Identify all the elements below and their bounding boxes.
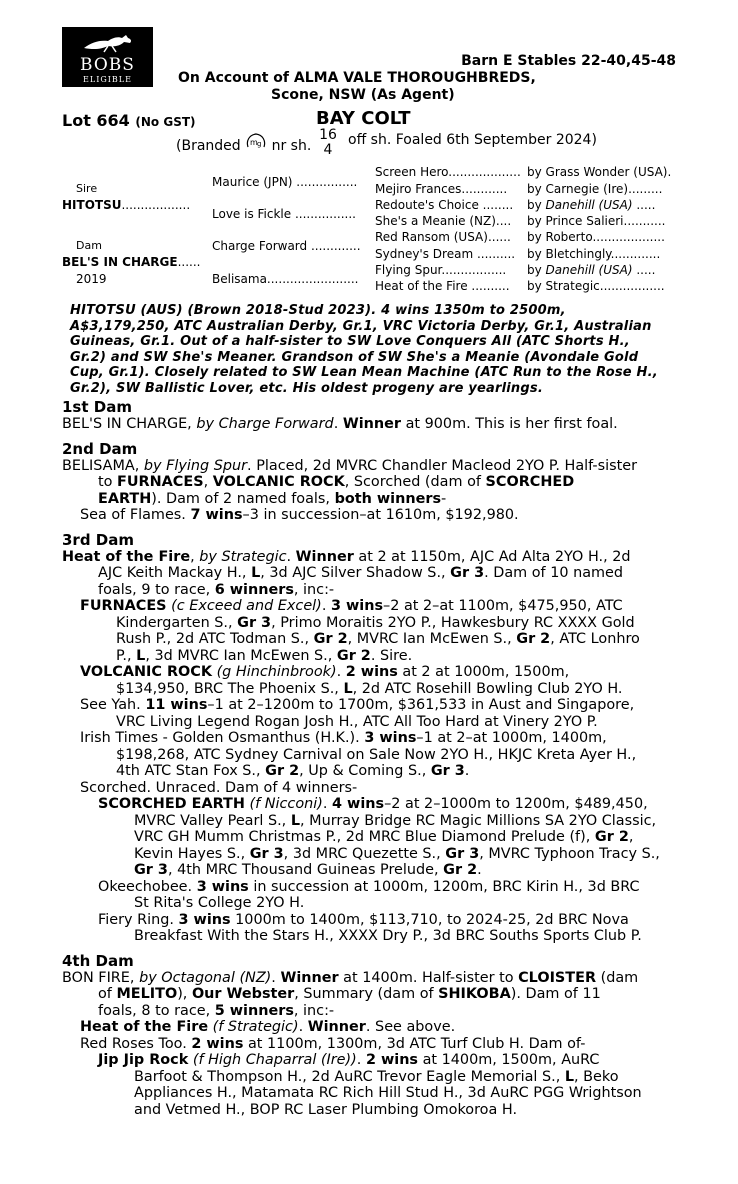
text-line: Barfoot & Thompson H., 2d AuRC Trevor Eagle Memorial S., L, Beko [134,1068,619,1085]
text-line: BEL'S IN CHARGE, by Charge Forward. Winner at 900m. This is her first foal. [62,416,618,432]
text-line: EARTH). Dam of 2 named foals, both winners- [98,490,447,507]
pedigree-gen3-1: Mejiro Frances............ [375,182,508,196]
second-dam-foal [80,507,682,524]
text-line: St Rita's College 2YO H. [134,895,305,911]
lot-number [62,111,196,130]
dam-pedigree-text [62,399,682,1118]
text-line: Okeechobee. 3 wins in succession at 1000m, 1200m, BRC Kirin H., 3d BRC [98,878,640,895]
brand-fraction [319,128,337,158]
pedigree-gen3-3: She's a Meanie (NZ).... [375,214,512,228]
dam-heading: 1st Dam [62,398,132,416]
brand-mark-icon [245,132,267,152]
sire-summary [70,303,674,396]
text-line: MVRC Valley Pearl S., L, Murray Bridge RC Magic Millions SA 2YO Classic, [134,812,657,829]
text-line: SCORCHED EARTH (f Nicconi). 4 wins–2 at 2–1000m to 1200m, $489,450, [98,796,648,812]
third-dam-text [62,549,682,599]
text-line: foals, 9 to race, 6 winners, inc:- [98,581,335,598]
logo-text: BOBS [80,55,135,75]
text-line: 4th ATC Stan Fox S., Gr 2, Up & Coming S., Gr 3. [116,763,470,779]
pedigree-gen2-2: Charge Forward ............. [212,239,361,253]
fourth-dam-text [62,970,682,1020]
text-line: BON FIRE, by Octagonal (NZ). Winner at 1400m. Half-sister to CLOISTER (dam [62,969,639,986]
pedigree-gen3-5: Sydney's Dream .......... [375,247,516,261]
second-dam-text [62,458,682,508]
sire-summary-line: A$3,179,250, ATC Australian Derby, Gr.1, VRC Victoria Derby, Gr.1, Australian [70,318,652,334]
pedigree-gen4-1: by Carnegie (Ire)......... [527,182,663,196]
first-dam-text [62,416,682,433]
text-line: Heat of the Fire (f Strategic). Winner. See above. [80,1019,456,1035]
grandfoal-scorched-earth [98,796,682,879]
gst-note: (No GST) [135,115,196,129]
vendor-location: Scone, NSW (As Agent) [271,87,455,103]
sire-summary-line: HITOTSU (AUS) (Brown 2018-Stud 2023). 4 wins 1350m to 2500m, [70,303,566,318]
barn-stables: Barn E Stables 22-40,45-48 [461,53,676,69]
sire-summary-line: Gr.2) and SW She's Meaner. Grandson of SW She's a Meanie (Avondale Gold [70,349,639,365]
pedigree-gen4-0: by Grass Wonder (USA). [527,165,672,179]
pedigree-gen3-2: Redoute's Choice ........ [375,198,514,212]
pedigree-gen4-6: by Danehill (USA) ..... [527,263,656,277]
text-line: Rush P., 2d ATC Todman S., Gr 2, MVRC Ian McEwen S., Gr 2, ATC Lonhro [116,631,640,647]
foal-furnaces [80,598,682,664]
svg-text:g: g [257,140,262,148]
vendor-account: On Account of ALMA VALE THOROUGHBREDS, [178,70,536,86]
pedigree-gen2-1: Love is Fickle ................ [212,207,356,221]
pedigree-gen2-0: Maurice (JPN) ................ [212,175,358,189]
text-line: $198,268, ATC Sydney Carnival on Sale Now 2YO H., HKJC Kreta Ayer H., [116,746,637,763]
brand-num-top: 16 [319,127,337,143]
lot-sex: BAY COLT [316,108,411,129]
bobs-eligible-logo [62,27,153,87]
horse-icon [82,32,134,54]
pedigree-gen3-4: Red Ransom (USA)...... [375,230,511,244]
text-line: $134,950, BRC The Phoenix S., L, 2d ATC Rosehill Bowling Club 2YO H. [116,680,623,697]
foal-irish-times [80,730,682,780]
brand-num-bottom: 4 [323,142,333,158]
pedigree-gen2-3: Belisama........................ [212,272,359,286]
dam-heading: 3rd Dam [62,530,134,549]
lot-label: Lot 664 [62,111,130,130]
sire-summary-line: Cup, Gr.1). Closely related to SW Lean Mean Machine (ATC Run to the Rose H., [70,365,658,380]
sire-label: Sire [76,182,98,195]
foal-heat-of-the-fire [80,1019,682,1036]
foal-red-roses-too [80,1036,682,1053]
text-line: to FURNACES, VOLCANIC ROCK, Scorched (dam of SCORCHED [98,474,575,490]
grandfoal-jip-jip-rock [98,1052,682,1118]
text-line: P., L, 3d MVRC Ian McEwen S., Gr 2. Sire. [116,647,413,664]
foal-volcanic-rock [80,664,682,697]
pedigree-gen4-7: by Strategic................. [527,279,665,293]
grandfoal-okeechobee [98,879,682,912]
pedigree-gen4-3: by Prince Salieri........... [527,214,666,228]
pedigree-gen4-4: by Roberto................... [527,230,665,244]
text-line: Irish Times - Golden Osmanthus (H.K.). 3 wins–1 at 2–at 1000m, 1400m, [80,730,607,746]
logo-subtext: ELIGIBLE [83,75,132,84]
sire-summary-line: Guineas, Gr.1. Out of a half-sister to SW Love Conquers All (ATC Shorts H., [70,334,630,349]
svg-text:m: m [250,138,258,147]
text-line: Appliances H., Matamata RC Rich Hill Stud H., 3d AuRC PGG Wrightson [134,1085,642,1101]
dam-label: Dam [76,239,102,252]
text-line: and Vetmed H., BOP RC Laser Plumbing Omokoroa H. [134,1101,518,1118]
pedigree-gen4-5: by Bletchingly............. [527,247,661,261]
brand-prefix: (Branded [176,138,241,154]
dam-year: 2019 [76,272,107,286]
text-line: FURNACES (c Exceed and Excel). 3 wins–2 at 2–at 1100m, $475,950, ATC [80,598,623,614]
text-line: See Yah. 11 wins–1 at 2–1200m to 1700m, $361,533 in Aust and Singapore, [80,697,635,713]
sire-summary-line: Gr.2), SW Ballistic Lover, etc. His oldest progeny are yearlings. [70,380,543,396]
text-line: BELISAMA, by Flying Spur. Placed, 2d MVRC Chandler Macleod 2YO P. Half-sister [62,457,638,474]
pedigree-gen4-2: by Danehill (USA) ..... [527,198,656,212]
brand-line [176,132,311,154]
text-line: Gr 3, 4th MRC Thousand Guineas Prelude, Gr 2. [134,862,482,878]
text-line: Kindergarten S., Gr 3, Primo Moraitis 2YO P., Hawkesbury RC XXXX Gold [116,614,635,631]
brand-mid: nr sh. [271,138,312,154]
text-line: Heat of the Fire, by Strategic. Winner at 2 at 1150m, AJC Ad Alta 2YO H., 2d [62,548,631,565]
dam-heading: 2nd Dam [62,439,138,458]
text-line: VRC Living Legend Rogan Josh H., ATC All Too Hard at Vinery 2YO P. [116,713,598,730]
foal-scorched [80,780,682,797]
text-line: foals, 8 to race, 5 winners, inc:- [98,1002,335,1019]
text-line: Kevin Hayes S., Gr 3, 3d MRC Quezette S., Gr 3, MVRC Typhoon Tracy S., [134,845,660,862]
pedigree-gen3-0: Screen Hero................... [375,165,521,179]
dam-name: BEL'S IN CHARGE...... [62,255,201,269]
text-line: of MELITO), Our Webster, Summary (dam of SHIKOBA). Dam of 11 [98,986,601,1002]
text-line: Fiery Ring. 3 wins 1000m to 1400m, $113,710, to 2024-25, 2d BRC Nova [98,911,629,928]
dam-heading: 4th Dam [62,951,134,970]
text-line: Sea of Flames. 7 wins–3 in succession–at 1610m, $192,980. [80,507,519,523]
text-line: VRC GH Mumm Christmas P., 2d MRC Blue Diamond Prelude (f), Gr 2, [134,829,634,845]
pedigree-gen3-6: Flying Spur................. [375,263,507,277]
grandfoal-fiery-ring [98,912,682,945]
sire-name: HITOTSU.................. [62,198,191,212]
foaling-date: off sh. Foaled 6th September 2024) [348,132,597,148]
text-line: Jip Jip Rock (f High Chaparral (Ire)). 2 wins at 1400m, 1500m, AuRC [98,1052,600,1068]
text-line: Breakfast With the Stars H., XXXX Dry P., 3d BRC Souths Sports Club P. [134,928,642,944]
text-line: Scorched. Unraced. Dam of 4 winners- [80,779,358,796]
pedigree-gen3-7: Heat of the Fire .......... [375,279,510,293]
text-line: AJC Keith Mackay H., L, 3d AJC Silver Shadow S., Gr 3. Dam of 10 named [98,565,624,581]
text-line: VOLCANIC ROCK (g Hinchinbrook). 2 wins at 2 at 1000m, 1500m, [80,664,570,680]
text-line: Red Roses Too. 2 wins at 1100m, 1300m, 3d ATC Turf Club H. Dam of- [80,1035,586,1052]
foal-see-yah [80,697,682,730]
